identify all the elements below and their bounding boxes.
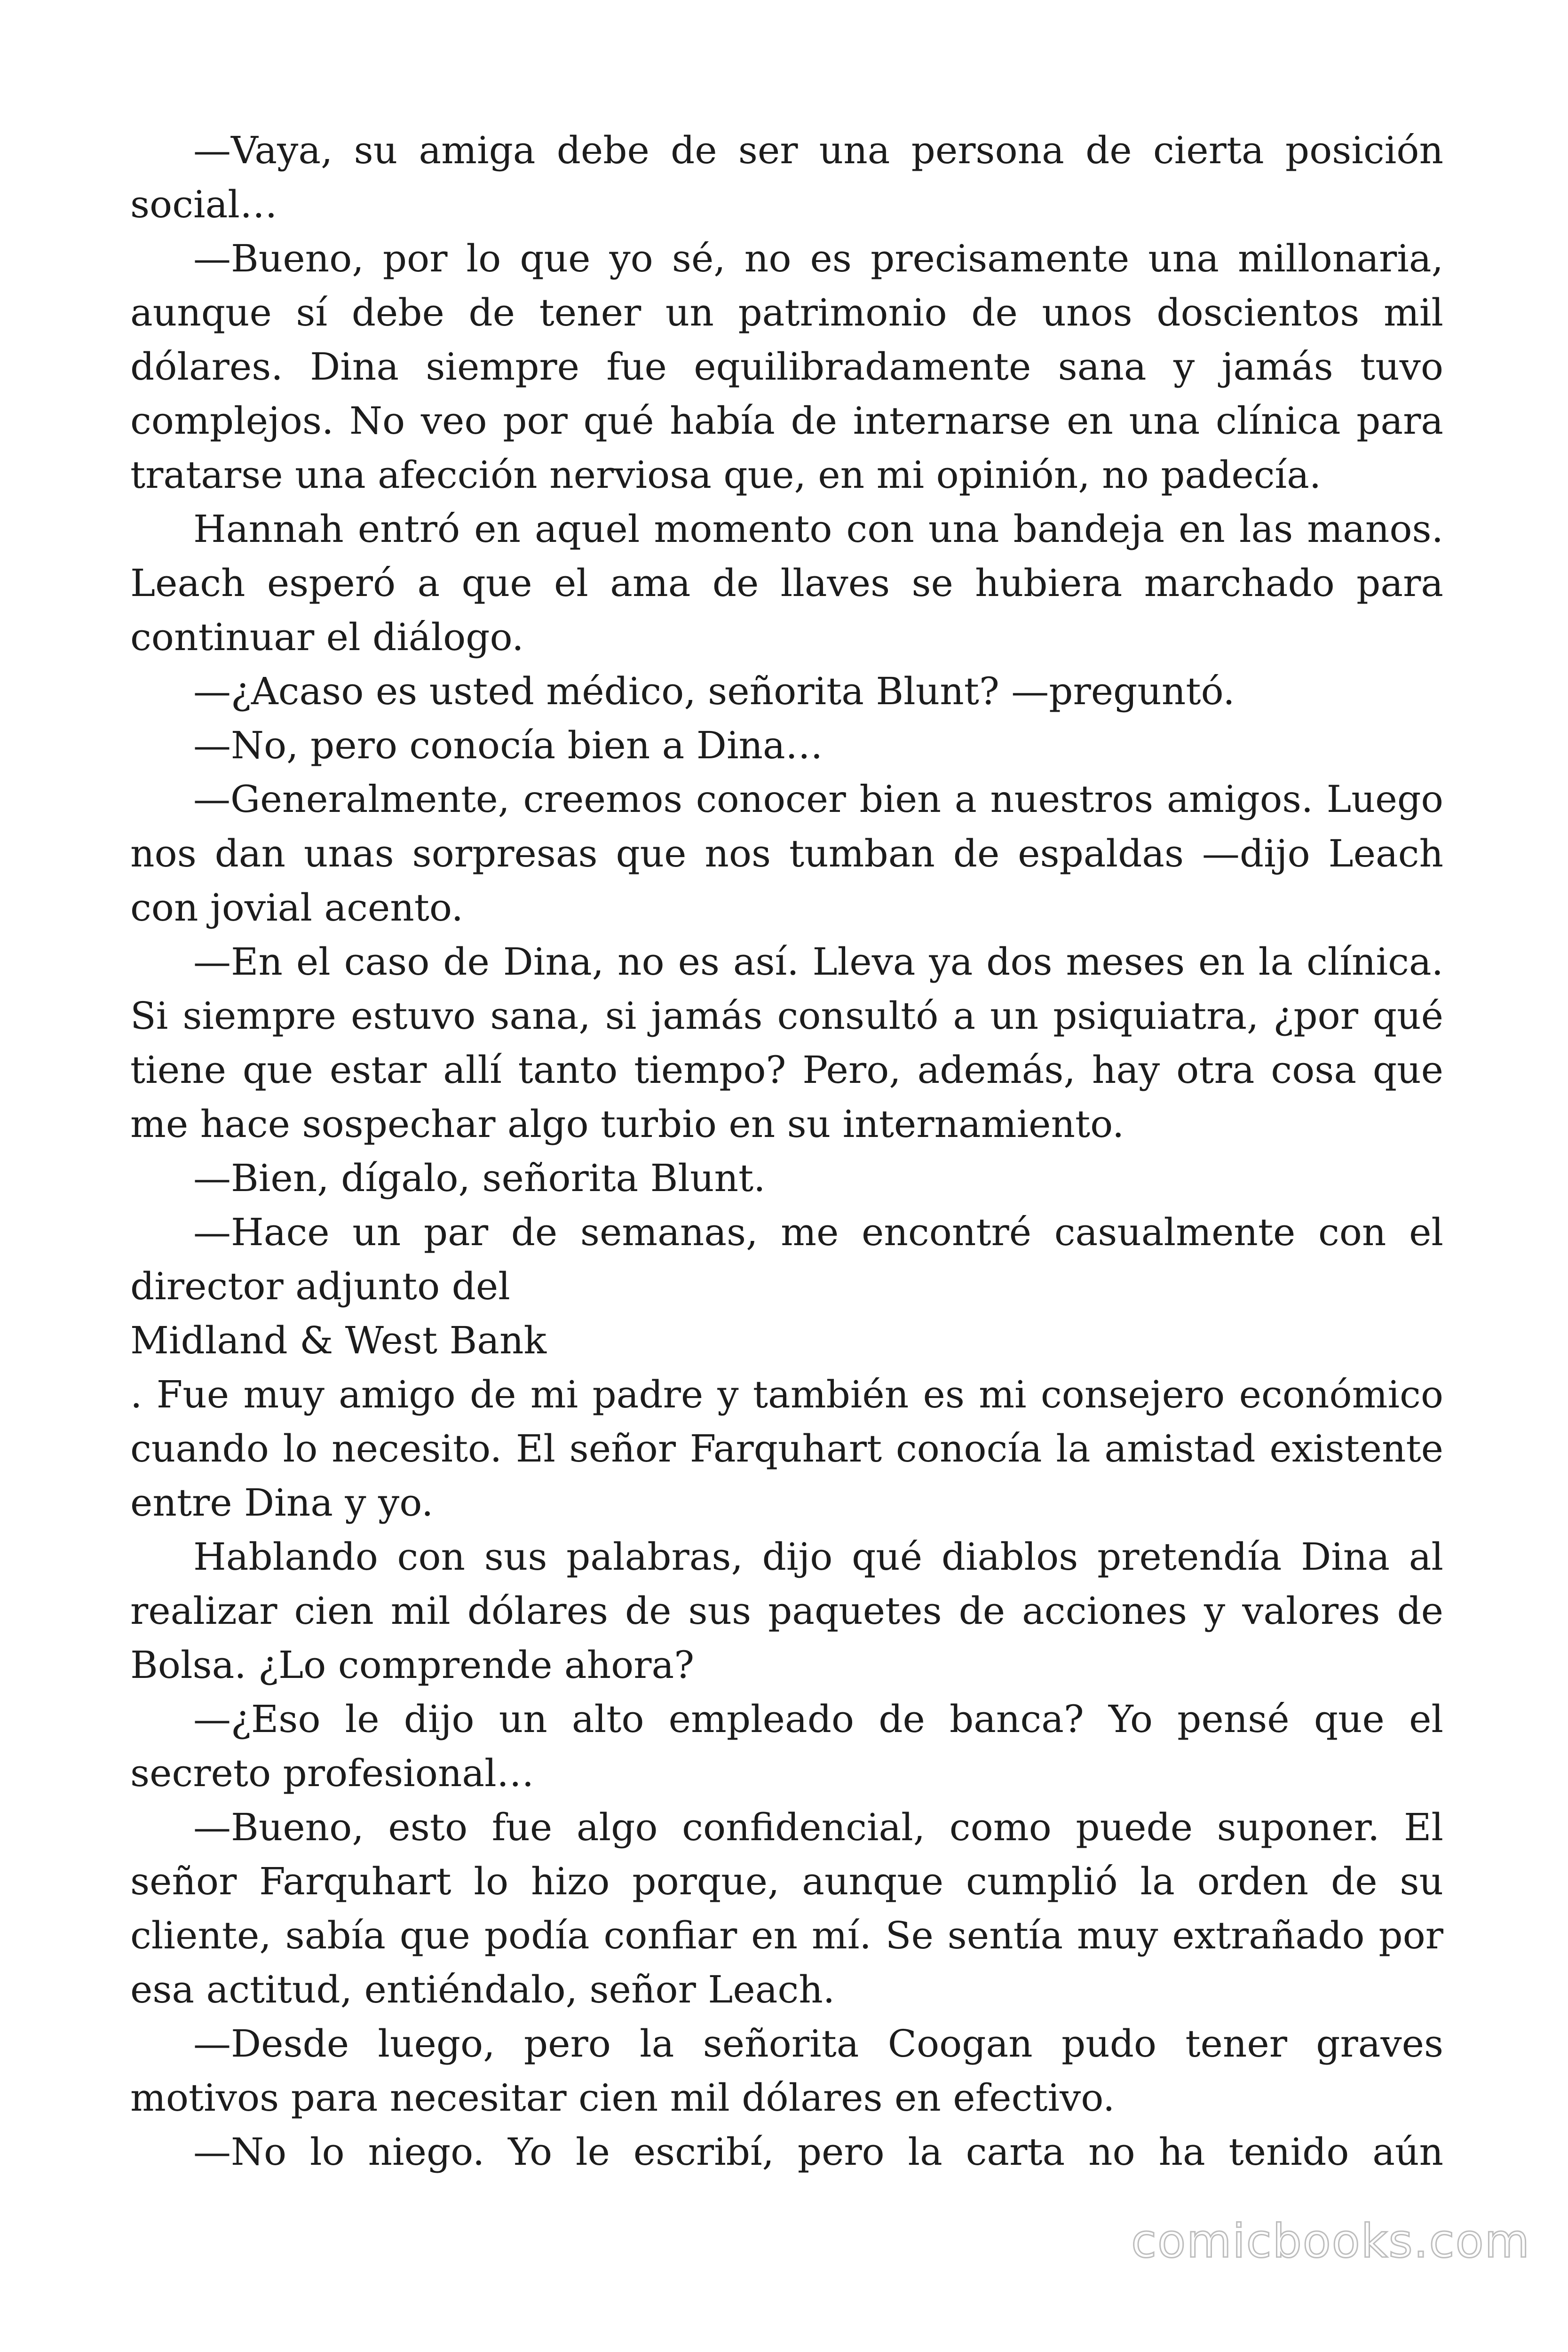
text-line: —No lo niego. Yo le escribí, pero la carta no ha tenido aún bbox=[193, 2130, 1443, 2174]
text-line: nos dan unas sorpresas que nos tumban de espaldas —dijo Leach bbox=[130, 832, 1443, 875]
text-line: Bolsa. ¿Lo comprende ahora? bbox=[130, 1643, 695, 1687]
text-line: esa actitud, entiéndalo, señor Leach. bbox=[130, 1968, 835, 2011]
text-line: me hace sospechar algo turbio en su internamiento. bbox=[130, 1102, 1125, 1146]
book-page-text bbox=[130, 123, 1443, 2179]
text-line: secreto profesional… bbox=[130, 1751, 534, 1795]
text-line: señor Farquhart lo hizo porque, aunque cumplió la orden de su bbox=[130, 1859, 1443, 1903]
text-line: . Fue muy amigo de mi padre y también es mi consejero económico bbox=[130, 1373, 1443, 1416]
text-line: Midland & West Bank bbox=[130, 1319, 546, 1362]
text-line: complejos. No veo por qué había de internarse en una clínica para bbox=[130, 399, 1443, 443]
text-line: —Bueno, por lo que yo sé, no es precisamente una millonaria, bbox=[193, 237, 1443, 280]
text-line: —En el caso de Dina, no es así. Lleva ya dos meses en la clínica. bbox=[193, 940, 1443, 984]
text-line: —¿Acaso es usted médico, señorita Blunt? —preguntó. bbox=[193, 669, 1235, 713]
text-line: —¿Eso le dijo un alto empleado de banca? Yo pensé que el bbox=[193, 1697, 1443, 1741]
text-line: con jovial acento. bbox=[130, 886, 464, 930]
text-line: Si siempre estuvo sana, si jamás consultó a un psiquiatra, ¿por qué bbox=[130, 994, 1443, 1038]
text-line: Leach esperó a que el ama de llaves se hubiera marchado para bbox=[130, 561, 1443, 605]
text-line: entre Dina y yo. bbox=[130, 1481, 434, 1525]
text-line: continuar el diálogo. bbox=[130, 615, 524, 659]
text-line: —Bien, dígalo, señorita Blunt. bbox=[193, 1156, 766, 1200]
text-line: dólares. Dina siempre fue equilibradamente sana y jamás tuvo bbox=[130, 345, 1443, 389]
text-line: social… bbox=[130, 183, 277, 226]
text-line: —Bueno, esto fue algo confidencial, como puede suponer. El bbox=[193, 1805, 1443, 1849]
text-line: —Desde luego, pero la señorita Coogan pudo tener graves bbox=[193, 2022, 1443, 2066]
text-line: tratarse una afección nerviosa que, en mi opinión, no padecía. bbox=[130, 453, 1322, 497]
text-line: —Hace un par de semanas, me encontré casualmente con el bbox=[193, 1210, 1443, 1254]
text-line: motivos para necesitar cien mil dólares en efectivo. bbox=[130, 2076, 1115, 2120]
text-line: cliente, sabía que podía confiar en mí. Se sentía muy extrañado por bbox=[130, 1914, 1443, 1957]
text-line: —No, pero conocía bien a Dina… bbox=[193, 723, 823, 767]
text-line: Hannah entró en aquel momento con una bandeja en las manos. bbox=[193, 507, 1443, 551]
text-line: cuando lo necesito. El señor Farquhart conocía la amistad existente bbox=[130, 1427, 1443, 1470]
watermark-logo: comicbooks.com bbox=[1131, 2215, 1530, 2268]
text-line: —Vaya, su amiga debe de ser una persona de cierta posición bbox=[193, 128, 1443, 172]
text-line: —Generalmente, creemos conocer bien a nuestros amigos. Luego bbox=[193, 778, 1443, 821]
text-line: Hablando con sus palabras, dijo qué diablos pretendía Dina al bbox=[193, 1535, 1443, 1579]
text-line: tiene que estar allí tanto tiempo? Pero, además, hay otra cosa que bbox=[130, 1048, 1443, 1092]
text-line: director adjunto del bbox=[130, 1264, 510, 1308]
text-line: realizar cien mil dólares de sus paquetes de acciones y valores de bbox=[130, 1589, 1443, 1633]
text-line: aunque sí debe de tener un patrimonio de unos doscientos mil bbox=[130, 291, 1443, 334]
